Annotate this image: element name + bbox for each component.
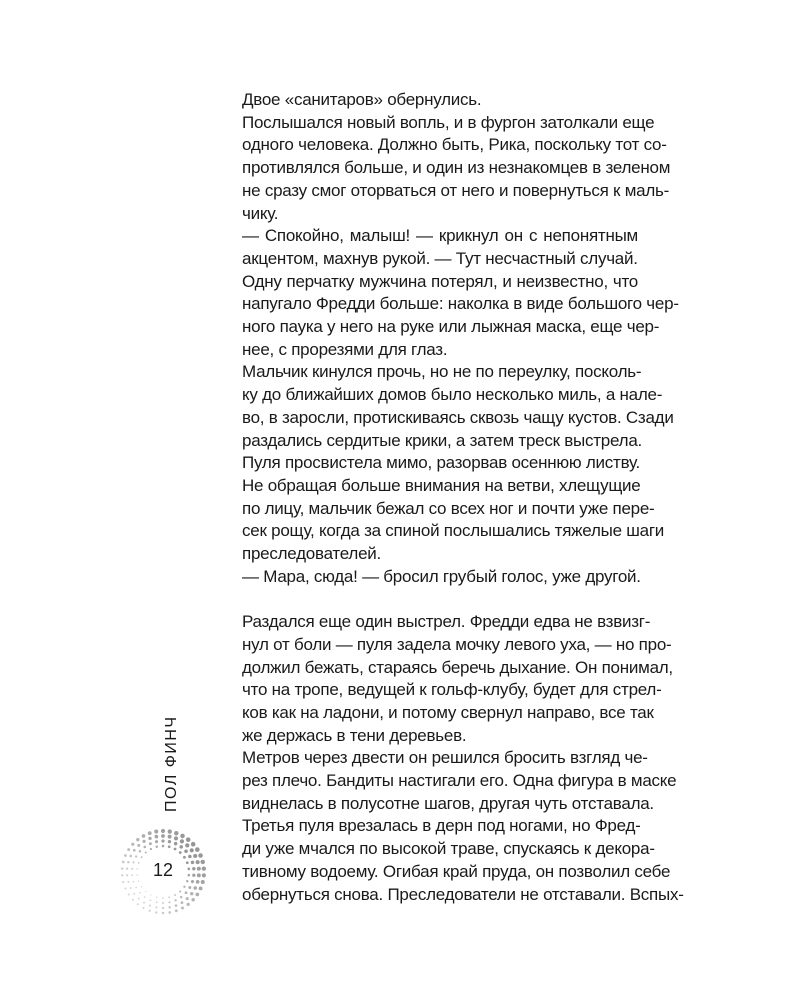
text-line: же держась в тени деревьев. xyxy=(242,725,467,745)
ornament-dot xyxy=(188,886,191,889)
ornament-dot xyxy=(155,840,158,843)
text-line: Послышался новый вопль, и в фургон затолкали еще xyxy=(242,112,655,132)
text-line: должил бежать, стараясь беречь дыхание. Он понимал, xyxy=(242,657,673,677)
ornament-dot xyxy=(195,893,199,897)
ornament-dot xyxy=(145,891,146,892)
text-line: Одну перчатку мужчина потерял, и неизвестно, что xyxy=(242,271,638,291)
ornament-dot xyxy=(174,894,176,896)
text-line: одного человека. Должно быть, Рика, поскольку тот со- xyxy=(242,135,667,155)
ornament-dot xyxy=(161,829,165,833)
ornament-dot xyxy=(174,836,178,840)
ornament-dot xyxy=(148,831,152,835)
ornament-dot xyxy=(185,891,188,894)
ornament-dot xyxy=(174,848,177,851)
ornament-dot xyxy=(137,903,139,905)
paragraph-gap xyxy=(242,588,638,611)
ornament-dot xyxy=(133,849,136,852)
ornament-dot xyxy=(161,839,164,842)
ornament-dot xyxy=(149,910,151,912)
ornament-dot xyxy=(128,893,130,895)
ornament-dot xyxy=(156,846,158,848)
ornament-dot xyxy=(193,886,196,889)
ornament-dot xyxy=(183,886,185,888)
ornament-dot xyxy=(180,896,183,899)
text-line: — Мара, сюда! — бросил грубый голос, уже другой. xyxy=(242,566,641,586)
ornament-dot xyxy=(180,839,184,843)
text-line: ку до ближайших домов было несколько миль, а нале- xyxy=(242,385,663,405)
page-number: 12 xyxy=(152,860,174,880)
text-line: нее, с прорезями для глаз. xyxy=(242,339,448,359)
ornament-dot xyxy=(179,890,181,892)
ornament-dot xyxy=(131,843,134,846)
text-line: Третья пуля врезалась в дерн под ногами, но Фред- xyxy=(242,816,641,836)
ornament-dot xyxy=(168,835,172,839)
ornament-dot xyxy=(155,906,157,908)
ornament-dot xyxy=(186,897,189,900)
body-text xyxy=(242,89,684,906)
ornament-dot xyxy=(174,842,178,846)
text-line: во, в заросли, протискиваясь сквозь чащу кустов. Сзади xyxy=(242,407,674,427)
text-line: рез плечо. Бандиты настигали его. Одна фигура в маске xyxy=(242,771,677,791)
ornament-dot xyxy=(168,845,171,848)
text-line: Метров через двести он решился бросить взгляд че- xyxy=(242,748,648,768)
text-line: не сразу смог оторваться от него и повернуться к маль- xyxy=(242,180,670,200)
text-line: — Спокойно, малыш! — крикнул он с непонятным xyxy=(242,226,638,246)
ornament-dot xyxy=(168,906,170,908)
ornament-dot xyxy=(150,848,152,850)
ornament-dot xyxy=(124,887,126,889)
ornament-dot xyxy=(133,893,135,895)
ornament-dot xyxy=(139,850,142,853)
ornament-dot xyxy=(162,912,165,915)
text-line: Раздался еще один выстрел. Фредди едва не взвизг- xyxy=(242,612,651,632)
ornament-dot xyxy=(162,845,165,848)
ornament-dot xyxy=(129,855,132,858)
ornament-dot xyxy=(141,886,142,887)
ornament-dot xyxy=(199,887,203,891)
ornament-dot xyxy=(198,853,203,858)
ornament-dot xyxy=(150,899,152,901)
ornament-dot xyxy=(174,831,178,835)
text-line: Мальчик кинулся прочь, но не по переулку, посколь- xyxy=(242,362,642,382)
ornament-dot xyxy=(148,837,151,840)
ornament-dot xyxy=(130,887,132,889)
page-number-badge xyxy=(118,830,208,916)
ornament-dot xyxy=(156,897,157,898)
ornament-dot xyxy=(179,845,183,849)
ornament-dot xyxy=(193,854,197,858)
ornament-dot xyxy=(135,887,137,889)
ornament-dot xyxy=(179,851,182,854)
ornament-dot xyxy=(143,902,145,904)
ornament-dot xyxy=(141,856,143,858)
ornament-dot xyxy=(122,881,124,883)
ornament-dot xyxy=(195,847,200,852)
running-header-author: ПОЛ ФИНЧ xyxy=(163,715,180,812)
ornament-dot xyxy=(124,854,127,857)
ornament-dot xyxy=(162,902,164,904)
ornament-dot xyxy=(135,855,137,857)
ornament-dot xyxy=(162,907,164,909)
ornament-dot xyxy=(168,901,170,903)
ornament-dot xyxy=(190,848,194,852)
ornament-dot xyxy=(137,844,140,847)
ornament-dot xyxy=(187,903,190,906)
text-line: напугало Фредди больше: наколка в виде большого чер- xyxy=(242,294,679,314)
ornament-dot xyxy=(191,842,196,847)
ornament-dot xyxy=(156,901,158,903)
ornament-dot xyxy=(127,848,130,851)
ornament-dot xyxy=(154,830,158,834)
text-line: виднелась в полусотне шагов, другая чуть отставала. xyxy=(242,793,654,813)
ornament-dot xyxy=(142,834,146,838)
ornament-dot xyxy=(175,904,178,907)
text-line: Не обращая больше внимания на ветви, хлещущие xyxy=(242,475,641,495)
text-line: по лицу, мальчик бежал со всех ног и почти уже пере- xyxy=(242,498,655,518)
ornament-dot xyxy=(149,905,151,907)
ornament-dot xyxy=(144,896,146,898)
ornament-dot xyxy=(190,892,193,895)
text-line: чику. xyxy=(242,203,279,223)
ornament-dot xyxy=(161,834,165,838)
ornament-dot xyxy=(149,842,152,845)
ornament-dot xyxy=(191,898,194,901)
ornament-dot xyxy=(155,835,159,839)
ornament-dot xyxy=(138,898,140,900)
text-line: сек рощу, когда за спиной послышались тяжелые шаги xyxy=(242,521,665,541)
text-line: противлялся больше, и один из незнакомцев в зеленом xyxy=(242,158,671,178)
ornament-dot xyxy=(188,855,192,859)
ornament-dot xyxy=(185,843,189,847)
text-line: раздались сердитые крики, а затем треск выстрела. xyxy=(242,430,642,450)
text-line: обернуться снова. Преследователи не отставали. Вспых- xyxy=(242,884,684,904)
ornament-dot xyxy=(181,907,184,910)
text-line: ди уже мчался по высокой траве, спускаясь к декора- xyxy=(242,839,655,859)
text-line: Двое «санитаров» обернулись. xyxy=(242,90,482,109)
text-line: Пуля просвистела мимо, разорвав осеннюю листву. xyxy=(242,453,641,473)
ornament-dot xyxy=(139,892,141,894)
text-line: нул от боли — пуля задела мочку левого уха, — но про- xyxy=(242,634,672,654)
text-line: ков как на ладони, и потому свернул направо, все так xyxy=(242,702,654,722)
ornament-dot xyxy=(168,840,171,843)
text-line: тивному водоему. Огибая край пруда, он позволил себе xyxy=(242,861,671,881)
ornament-dot xyxy=(162,897,164,899)
text-line: акцентом, махнув рукой. — Тут несчастный случай. xyxy=(242,248,638,268)
ornament-dot xyxy=(168,829,172,833)
ornament-dot xyxy=(180,834,185,839)
text-line: преследователей. xyxy=(242,544,381,564)
ornament-dot xyxy=(184,849,188,853)
ornament-dot xyxy=(168,896,170,898)
text-line: что на тропе, ведущей к гольф-клубу, будет для стрел- xyxy=(242,680,662,700)
ornament-dot xyxy=(168,911,171,914)
ornament-dot xyxy=(175,909,178,912)
ornament-dot xyxy=(186,837,191,842)
ornament-dot xyxy=(142,907,144,909)
ornament-dot xyxy=(150,894,151,895)
text-line: ного паука у него на руке или лыжная маска, еще чер- xyxy=(242,317,660,337)
ornament-dot xyxy=(181,901,184,904)
ornament-dot xyxy=(132,899,134,901)
ornament-dot xyxy=(136,838,139,841)
ornament-dot xyxy=(174,899,176,901)
ornament-dot xyxy=(127,881,129,883)
ornament-dot xyxy=(142,840,145,843)
ornament-dot xyxy=(183,856,186,859)
ornament-dot xyxy=(143,846,146,849)
ornament-dot xyxy=(155,911,157,913)
ornament-dot xyxy=(145,852,147,854)
